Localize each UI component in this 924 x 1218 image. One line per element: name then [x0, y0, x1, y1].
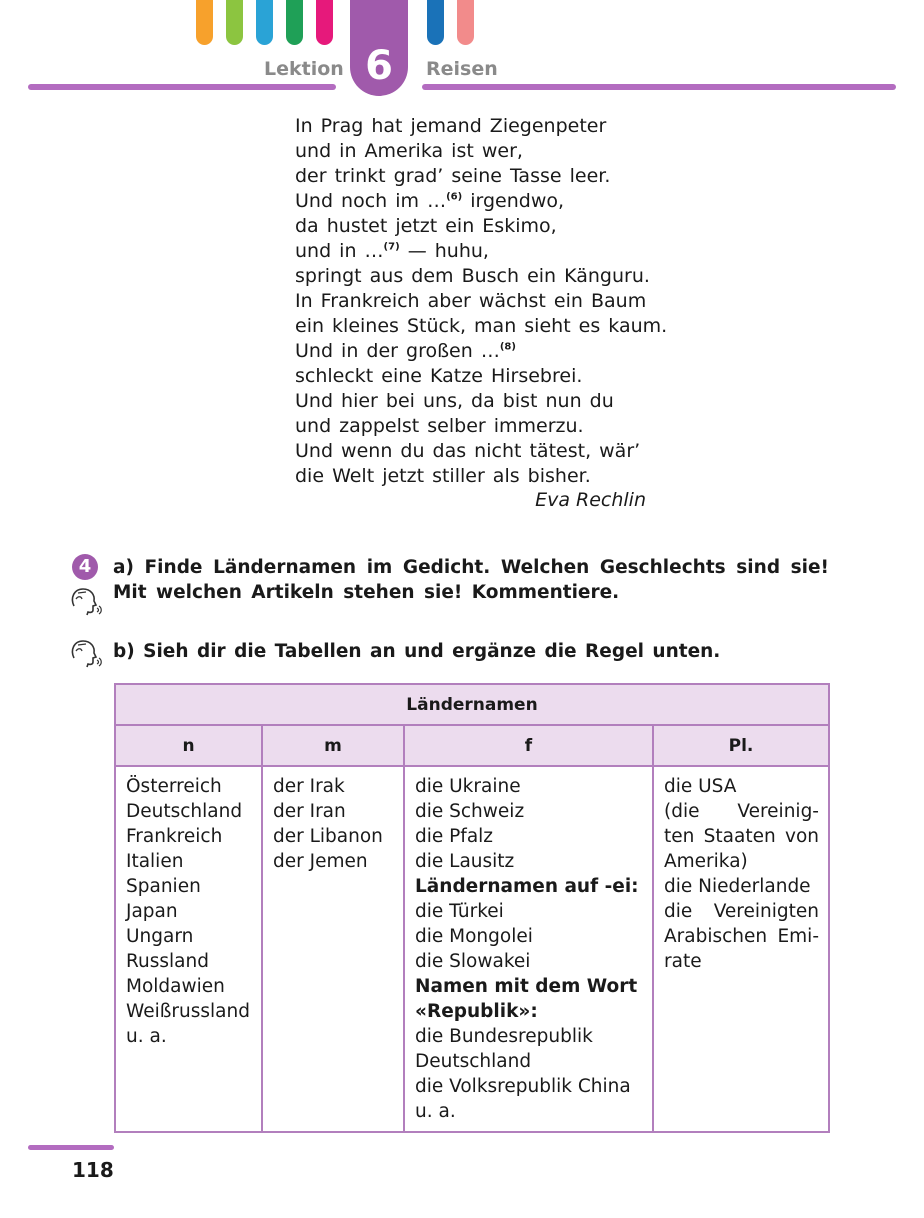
list-item: Deutschland [415, 1051, 532, 1072]
list-item: die Volksrepublik China [415, 1076, 631, 1097]
list-subheading [415, 999, 643, 1024]
poem-line: der trinkt grad’ seine Tasse leer. [295, 165, 611, 187]
poem-line-text: Und noch im … [295, 190, 447, 212]
color-tab [196, 0, 213, 45]
poem-line: und zappelst selber immerzu. [295, 415, 584, 437]
poem-line: ein kleines Stück, man sieht es kaum. [295, 315, 668, 337]
listening-head-icon [68, 638, 102, 668]
list-item: die Slowakei [415, 951, 531, 972]
list-item: Frankreich [126, 826, 223, 847]
color-tab [427, 0, 444, 45]
column-m [261, 765, 405, 1133]
poem-line: Und wenn du das nicht tätest, wär’ [295, 440, 641, 462]
color-tab [457, 0, 474, 45]
list-item: die Vereinigten [664, 901, 819, 922]
list-item: der Irak [273, 776, 345, 797]
task-b-text: b) Sieh dir die Tabellen an und ergänze die Regel unten. [113, 641, 721, 662]
country-names-table [114, 683, 830, 1133]
list-item: u. a. [415, 1101, 456, 1122]
list-item: Moldawien [126, 976, 225, 997]
list-item: der Libanon [273, 826, 383, 847]
poem [295, 114, 675, 489]
list-item: Österreich [126, 776, 222, 797]
lesson-number-badge: 6 [350, 0, 408, 96]
list-item: die Pfalz [415, 826, 494, 847]
gap-marker: (7) [383, 241, 400, 253]
list-item: die Schweiz [415, 801, 525, 822]
header-rule-left [28, 84, 336, 90]
poem-line [295, 189, 675, 214]
list-item: Deutschland [126, 801, 243, 822]
poem-line: da hustet jetzt ein Eskimo, [295, 215, 557, 237]
subheading-text: Namen mit dem Wort [415, 976, 638, 997]
poem-line-text: und in … [295, 240, 384, 262]
subheading-text: Ländernamen auf -ei: [415, 876, 639, 897]
list-item: die Mongolei [415, 926, 533, 947]
list-item: Spanien [126, 876, 201, 897]
poem-line-text: Und in der großen … [295, 340, 500, 362]
header-rule-right [422, 84, 896, 90]
exercise-number-badge: 4 [72, 554, 98, 580]
list-item: rate [664, 951, 702, 972]
list-item: Italien [126, 851, 184, 872]
list-item: die Ukraine [415, 776, 521, 797]
column-header-f: f [403, 724, 654, 767]
column-header-m: m [261, 724, 405, 767]
list-item: die Lausitz [415, 851, 515, 872]
poem-line: die Welt jetzt stiller als bisher. [295, 465, 591, 487]
footer-rule [28, 1145, 114, 1150]
page-number: 118 [72, 1158, 114, 1182]
color-tab [226, 0, 243, 45]
column-header-n: n [114, 724, 263, 767]
gap-marker: (8) [499, 341, 516, 353]
task-a-text: a) Finde Ländernamen im Gedicht. Welchen Geschlechts sind sie! Mit welchen Artikeln stehen sie! Kommentiere. [113, 557, 829, 603]
poem-line: schleckt eine Katze Hirsebrei. [295, 365, 583, 387]
poem-line [295, 239, 675, 264]
gap-marker: (6) [446, 191, 463, 203]
color-tab [286, 0, 303, 45]
list-item: der Iran [273, 801, 346, 822]
list-item: Russland [126, 951, 209, 972]
column-header-pl: Pl. [652, 724, 830, 767]
poem-line: springt aus dem Busch ein Känguru. [295, 265, 650, 287]
list-item: die Türkei [415, 901, 504, 922]
list-item: Japan [126, 901, 178, 922]
topic-label: Reisen [426, 58, 498, 80]
column-pl [652, 765, 830, 1133]
list-subheading [415, 974, 643, 999]
color-tab [256, 0, 273, 45]
column-f [403, 765, 654, 1133]
list-item: (die Vereinig- [664, 801, 819, 822]
table-title: Ländernamen [114, 683, 830, 726]
list-item: der Jemen [273, 851, 368, 872]
subheading-text: «Republik»: [415, 1001, 538, 1022]
list-item: u. a. [126, 1026, 167, 1047]
poem-line: In Prag hat jemand Ziegenpeter [295, 115, 607, 137]
list-item: Amerika) [664, 851, 748, 872]
list-item: Weißrussland [126, 1001, 250, 1022]
poem-line-text: irgendwo, [462, 190, 565, 212]
list-subheading [415, 874, 643, 899]
list-item: ten Staaten von [664, 826, 819, 847]
poem-line: und in Amerika ist wer, [295, 140, 523, 162]
color-tab [316, 0, 333, 45]
poem-line: In Frankreich aber wächst ein Baum [295, 290, 647, 312]
list-item: die Bundesrepublik [415, 1026, 593, 1047]
poem-line [295, 339, 675, 364]
poem-line-text: — huhu, [399, 240, 489, 262]
list-item: Ungarn [126, 926, 194, 947]
poem-author: Eva Rechlin [535, 489, 646, 511]
list-item: die USA [664, 776, 737, 797]
column-n [114, 765, 263, 1133]
list-item: Arabischen Emi- [664, 926, 819, 947]
poem-line: Und hier bei uns, da bist nun du [295, 390, 614, 412]
listening-head-icon [68, 586, 102, 616]
list-item: die Niederlande [664, 876, 811, 897]
lesson-label: Lektion [264, 58, 344, 80]
